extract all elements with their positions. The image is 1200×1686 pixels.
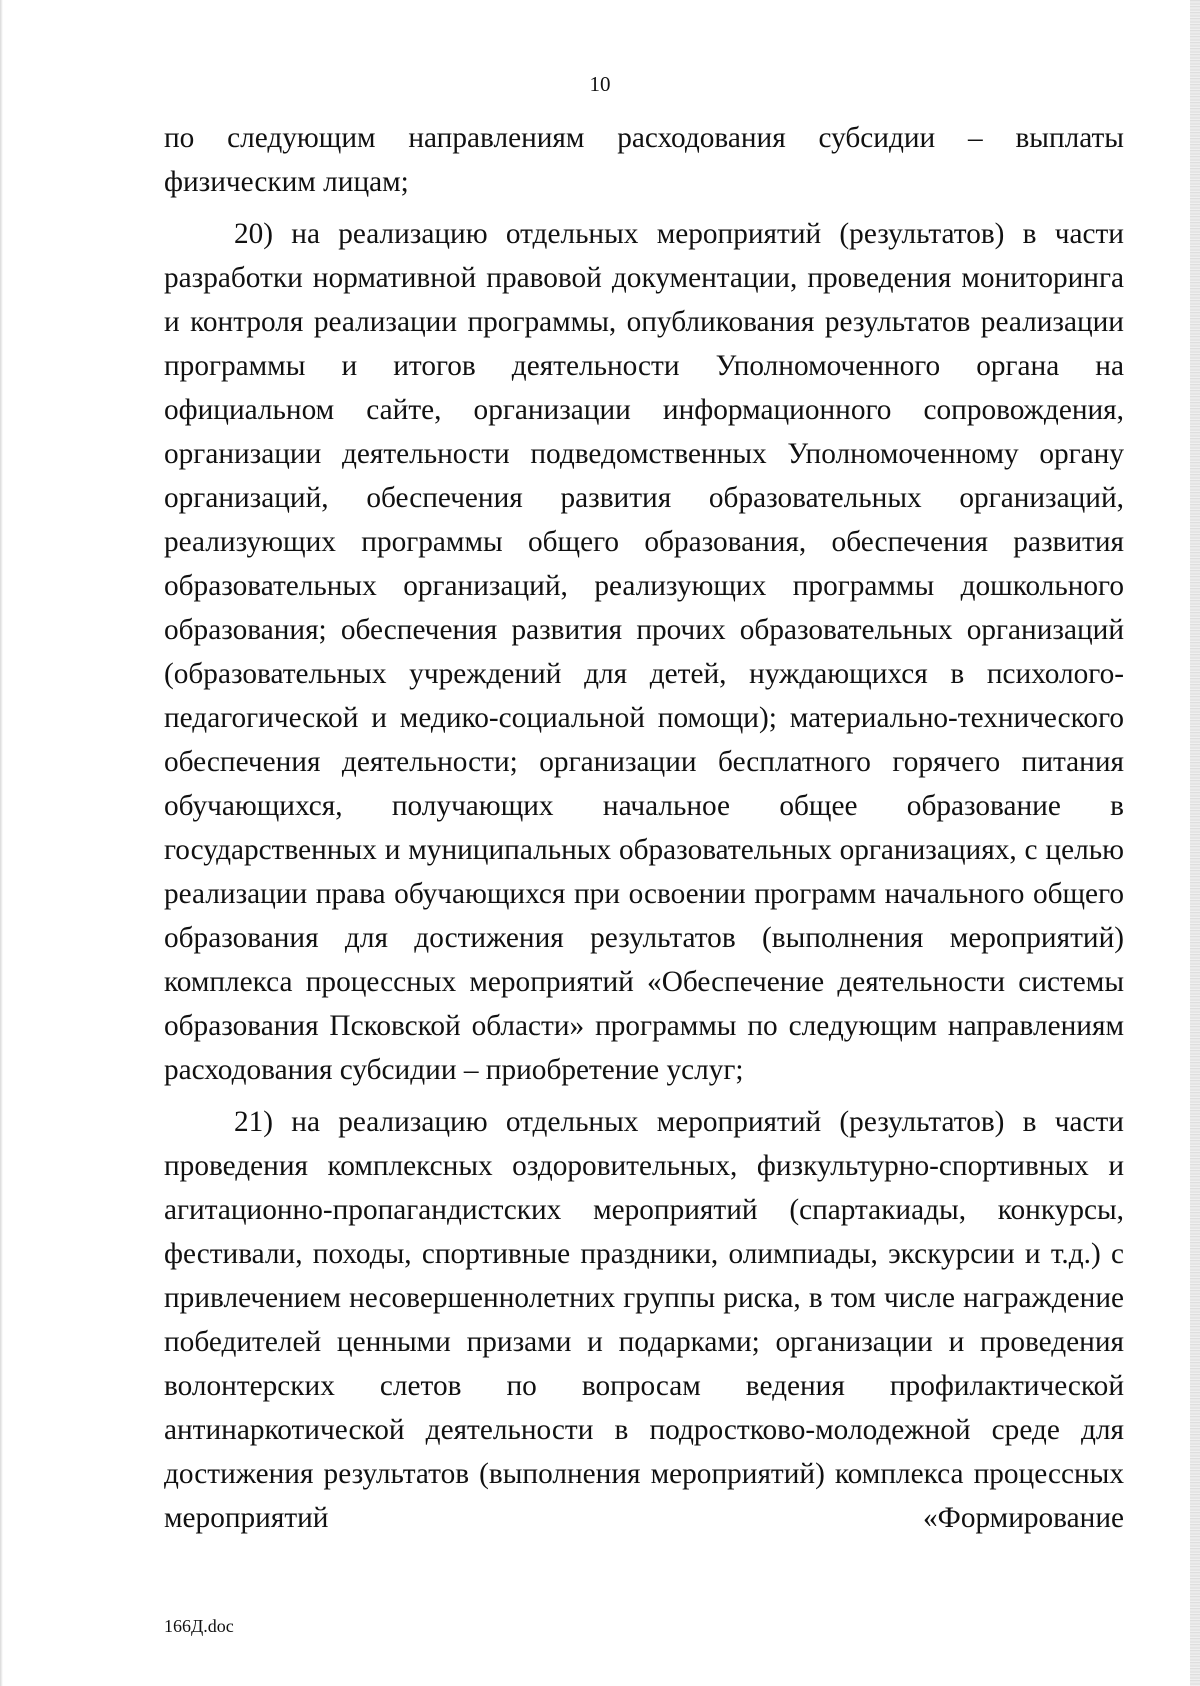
footer-file-code: 166Д.doc xyxy=(164,1616,234,1636)
document-body xyxy=(164,116,1124,1540)
page-number: 10 xyxy=(589,72,611,96)
paragraph-continuation: по следующим направлениям расходования субсидии – выплаты физическим лицам; xyxy=(164,122,1124,198)
scan-edge-right xyxy=(1190,0,1200,1686)
scan-edge-left xyxy=(0,0,3,1686)
paragraph-item-20: 20) на реализацию отдельных мероприятий (результатов) в части разработки нормативной правовой документации, проведения мониторинга и контроля реализации программы, опубликования результатов реализации программы и итогов деятельности Уполномоченного органа на официальном сайте, организации информационного сопровождения, организации деятельности подведомственных Уполномоченному органу организаций, обеспечения развития образовательных организаций, реализующих программы общего образования, обеспечения развития образовательных организаций, реализующих программы дошкольного образования; обеспечения развития прочих образовательных организаций (образовательных учреждений для детей, нуждающихся в психолого-педагогической и медико-социальной помощи); материально-технического обеспечения деятельности; организации бесплатного горячего питания обучающихся, получающих начальное общее образование в государственных и муниципальных образовательных организациях, с целью реализации права обучающихся при освоении программ начального общего образования для достижения результатов (выполнения мероприятий) комплекса процессных мероприятий «Обеспечение деятельности системы образования Псковской области» программы по следующим направлениям расходования субсидии – приобретение услуг; xyxy=(164,218,1124,1086)
paragraph-item-21: 21) на реализацию отдельных мероприятий (результатов) в части проведения комплексных оздоровительных, физкультурно-спортивных и агитационно-пропагандистских мероприятий (спартакиады, конкурсы, фестивали, походы, спортивные праздники, олимпиады, экскурсии и т.д.) с привлечением несовершеннолетних группы риска, в том числе награждение победителей ценными призами и подарками; организации и проведения волонтерских слетов по вопросам ведения профилактической антинаркотической деятельности в подростково-молодежной среде для достижения результатов (выполнения мероприятий) комплекса процессных мероприятий «Формирование xyxy=(164,1106,1124,1534)
